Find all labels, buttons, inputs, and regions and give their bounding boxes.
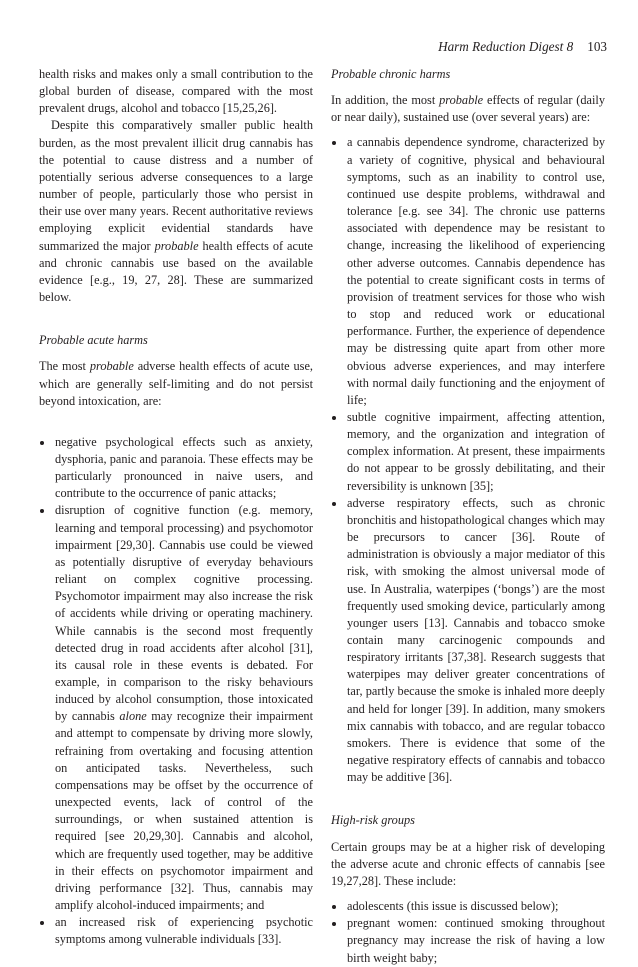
paragraph-high-risk-intro: Certain groups may be at a higher risk of developing the adverse acute and chronic effects of cannabis [see 19,27,28]. These include: (331, 839, 605, 888)
list-item: adverse respiratory effects, such as chronic bronchitis and histopathological changes which may be precursors to cancer [36]. Route of administration is obviously a major mediator of this risk, with smoking the almost universal mode of use. In Australia, waterpipes (‘bongs’) are the most frequently used smoking device, particularly among younger users [13]. Cannabis and tobacco smoke contain many carcinogenic compounds and respiratory irritants [37,38]. Research suggests that waterpipes may deliver greater concentrations of tar, partly because the smoke is inhaled more deeply and held for longer [39]. In addition, many smokers mix cannabis with tobacco, and are regular tobacco smokers. There is evidence that some of the negative respiratory effects of cannabis and tobacco may be additive [36]. (331, 495, 605, 787)
acute-harms-list (39, 434, 313, 949)
list-item: adolescents (this issue is discussed below); (331, 898, 605, 915)
paragraph-burden: Despite this comparatively smaller public health burden, as the most prevalent illicit drug cannabis has the potential to cause distress and a number of potentially serious adverse consequences to a large number of people, particularly those who persist in their use over many years. Recent authoritative reviews employing explicit evidential standards have summarized the major probable health effects of acute and chronic cannabis use based on the available evidence [e.g., 19, 27, 28]. These are summarized below. (39, 118, 313, 305)
bullet-icon (332, 502, 336, 506)
bullet-icon (40, 441, 44, 445)
running-header (438, 39, 607, 55)
list-item: disruption of cognitive function (e.g. memory, learning and temporal processing) and psychomotor impairment [29,30]. Cannabis use could be viewed as potentially disruptive of everyday behaviours reliant on complex cognitive processing. Psychomotor impairment may also increase the risk of accidents while driving or operating machinery. While cannabis is the second most frequently detected drug in road accidents after alcohol [31], its causal role in these events is debated. For example, in comparison to the risky behaviours induced by alcohol consumption, those intoxicated by cannabis alone may recognize their impairment and attempt to compensate by driving more slowly, refraining from overtaking and focusing attention on anticipated tasks. Nevertheless, such compensations may be offset by the occurrence of unexpected events, lack of control of the surroundings, or when sustained attention is required [see 20,29,30]. Cannabis and alcohol, which are frequently used together, may be additive in their effects on psychomotor impairment and driving performance [32]. Thus, cannabis may amplify alcohol-induced impairments; and (39, 502, 313, 914)
bullet-icon (332, 141, 336, 145)
page-number: 103 (587, 39, 607, 54)
right-column (331, 66, 605, 967)
paragraph-acute-intro: The most probable adverse health effects of acute use, which are generally self-limiting and do not persist beyond intoxication, are: (39, 359, 313, 408)
bullet-icon (332, 922, 336, 926)
heading-chronic-harms: Probable chronic harms (331, 67, 451, 81)
high-risk-list (331, 898, 605, 967)
left-column (39, 66, 313, 949)
bullet-icon (332, 905, 336, 909)
bullet-icon (332, 416, 336, 420)
chronic-harms-list (331, 134, 605, 786)
list-item: a cannabis dependence syndrome, characterized by a variety of cognitive, physical and behavioural symptoms, such as an inability to control use, continued use despite problems, withdrawal and tolerance [e.g. see 34]. The chronic use patterns associated with dependence may be resistant to change, increasing the likelihood of experiencing other adverse outcomes. Cannabis dependence has the potential to create significant costs in terms of provision of treatment services for those who wish to stop and reduced work or educational performance. Further, the experience of dependence may be distressing quite apart from other more obvious adverse experiences, and may interfere with normal daily functioning and the enjoyment of life; (331, 134, 605, 409)
list-item: pregnant women: continued smoking throughout pregnancy may increase the risk of having a low birth weight baby; (331, 915, 605, 966)
paragraph-continued: health risks and makes only a small contribution to the global burden of disease, compared with the most prevalent drugs, alcohol and tobacco [15,25,26]. (39, 67, 313, 116)
paragraph-chronic-intro: In addition, the most probable effects of regular (daily or near daily), sustained use (over several years) are: (331, 93, 605, 125)
bullet-icon (40, 921, 44, 925)
heading-high-risk-groups: High-risk groups (331, 813, 415, 828)
journal-title: Harm Reduction Digest 8 (438, 39, 574, 54)
bullet-icon (40, 509, 44, 513)
list-item: negative psychological effects such as anxiety, dysphoria, panic and paranoia. These effects may be particularly pronounced in naive users, and contribute to the occurrence of panic attacks; (39, 434, 313, 503)
list-item: subtle cognitive impairment, affecting attention, memory, and the organization and integration of complex information. At present, these impairments do not appear to be grossly debilitating, and their reversibility is unknown [35]; (331, 409, 605, 495)
heading-acute-harms: Probable acute harms (39, 333, 148, 348)
list-item: an increased risk of experiencing psychotic symptoms among vulnerable individuals [33]. (39, 914, 313, 948)
